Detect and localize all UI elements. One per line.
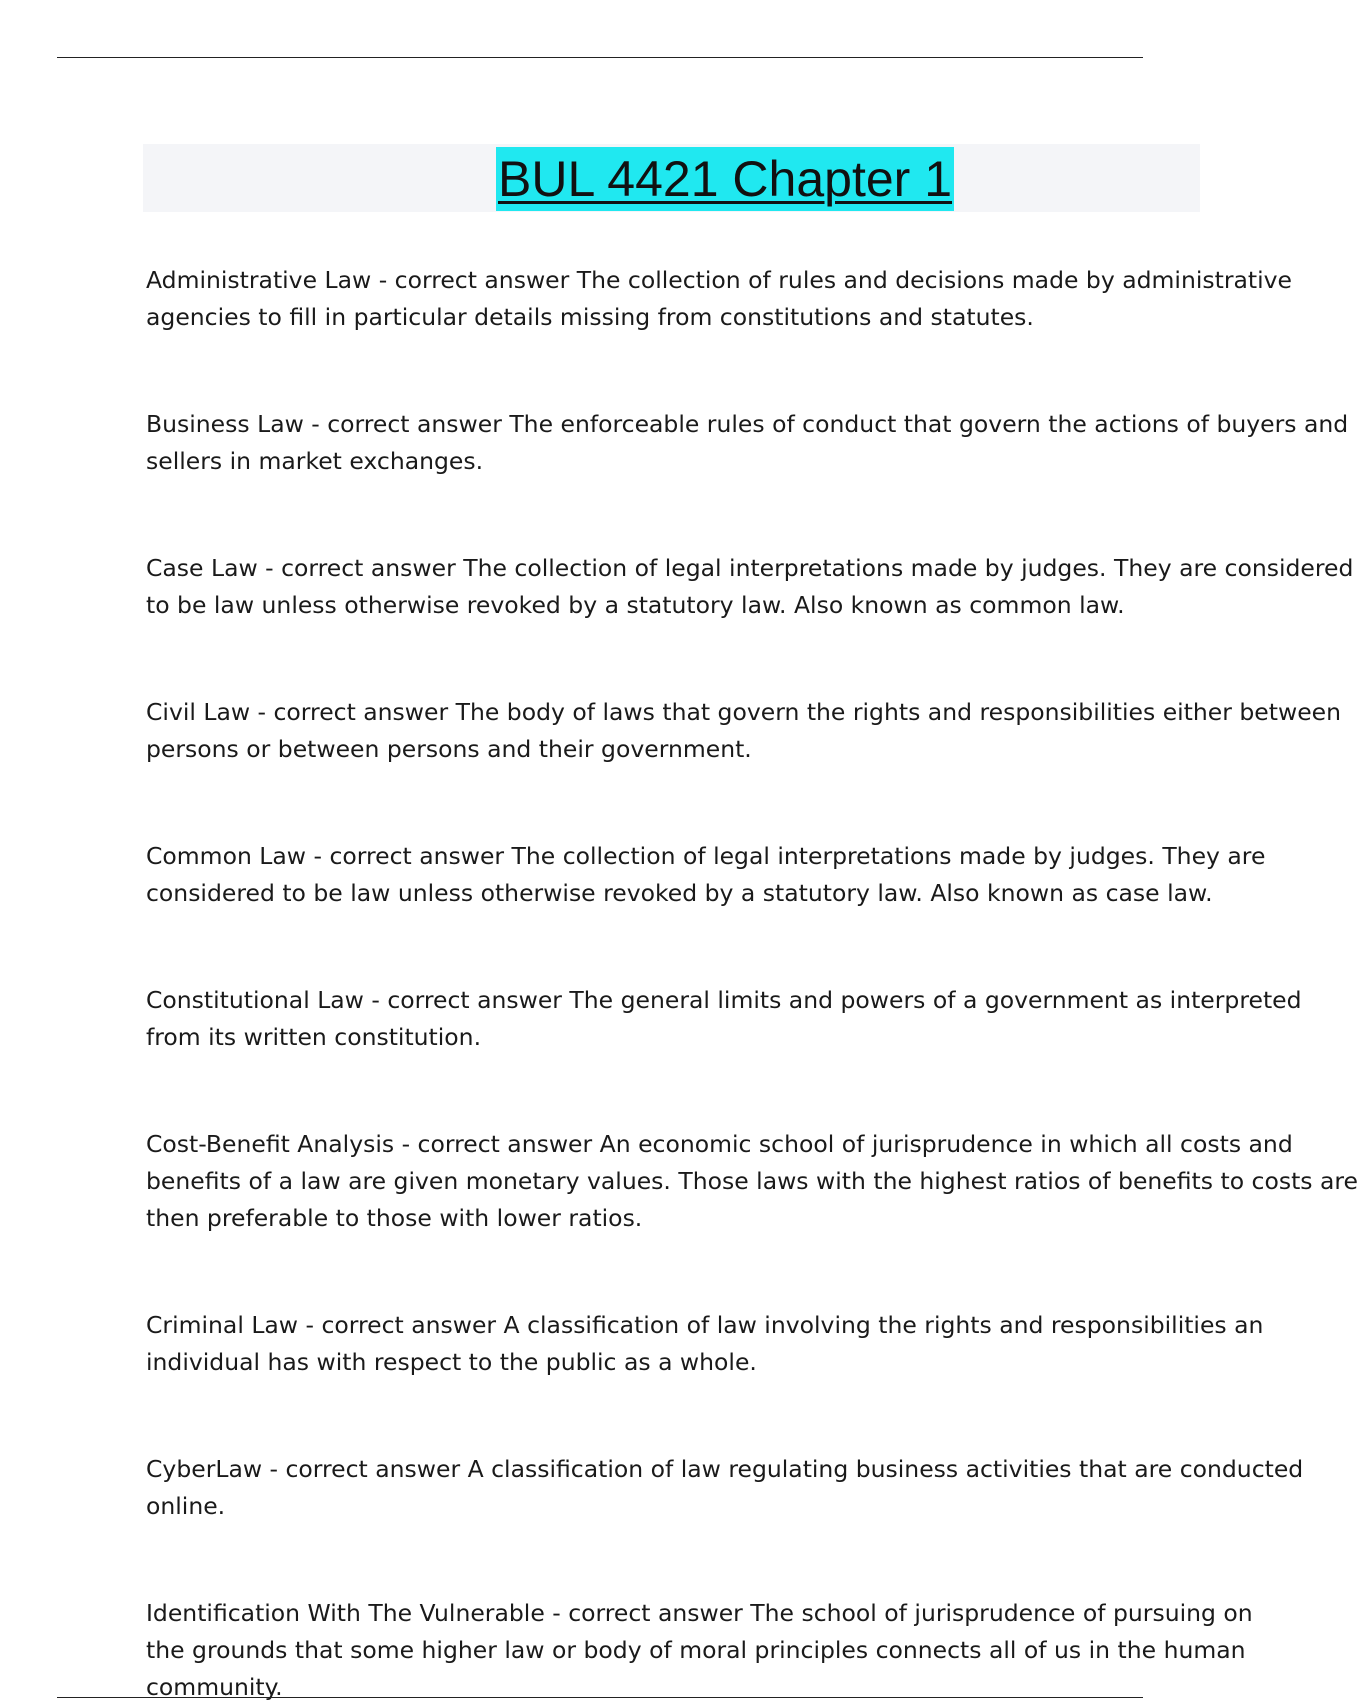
definition-line: online. (146, 1492, 226, 1520)
definition-cyberlaw (146, 1451, 1304, 1525)
definition-line: considered to be law unless otherwise revoked by a statutory law. Also known as case law. (146, 879, 1213, 907)
definition-line: Criminal Law - correct answer A classification of law involving the rights and responsibilities an (146, 1311, 1264, 1339)
definition-line: the grounds that some higher law or body of moral principles connects all of us in the human (146, 1636, 1246, 1664)
definition-identification-with-the-vulnerable (146, 1595, 1253, 1706)
definition-line: from its written constitution. (146, 1023, 482, 1051)
definition-line: then preferable to those with lower ratios. (146, 1204, 643, 1232)
definition-line: Identification With The Vulnerable - correct answer The school of jurisprudence of pursuing on (146, 1599, 1253, 1627)
bottom-rule (57, 1697, 1143, 1698)
definition-line: to be law unless otherwise revoked by a statutory law. Also known as common law. (146, 591, 1125, 619)
definition-civil-law (146, 694, 1342, 768)
definition-case-law (146, 550, 1354, 624)
definitions-list (146, 262, 1358, 1701)
top-rule (57, 57, 1143, 58)
definition-line: Case Law - correct answer The collection of legal interpretations made by judges. They are considered (146, 554, 1354, 582)
definition-line: agencies to fill in particular details missing from constitutions and statutes. (146, 303, 1034, 331)
definition-line: Constitutional Law - correct answer The general limits and powers of a government as interpreted (146, 986, 1302, 1014)
definition-line: Civil Law - correct answer The body of laws that govern the rights and responsibilities either between (146, 698, 1342, 726)
definition-line: Cost-Benefit Analysis - correct answer An economic school of jurisprudence in which all costs and (146, 1130, 1293, 1158)
definition-line: benefits of a law are given monetary values. Those laws with the highest ratios of benefits to costs are (146, 1167, 1358, 1195)
definition-line: Business Law - correct answer The enforceable rules of conduct that govern the actions of buyers and (146, 410, 1349, 438)
definition-common-law (146, 838, 1266, 912)
definition-cost-benefit-analysis (146, 1126, 1358, 1237)
definition-line: community. (146, 1673, 283, 1701)
definition-business-law (146, 406, 1349, 480)
page-title: BUL 4421 Chapter 1 (496, 147, 954, 211)
definition-line: CyberLaw - correct answer A classification of law regulating business activities that are conducted (146, 1455, 1304, 1483)
definition-line: individual has with respect to the public as a whole. (146, 1348, 757, 1376)
definition-criminal-law (146, 1307, 1264, 1381)
definition-line: Administrative Law - correct answer The collection of rules and decisions made by administrative (146, 266, 1293, 294)
definition-line: persons or between persons and their government. (146, 735, 752, 763)
definition-line: Common Law - correct answer The collection of legal interpretations made by judges. They are (146, 842, 1266, 870)
definition-administrative-law (146, 262, 1293, 336)
definition-constitutional-law (146, 982, 1302, 1056)
definition-line: sellers in market exchanges. (146, 447, 484, 475)
